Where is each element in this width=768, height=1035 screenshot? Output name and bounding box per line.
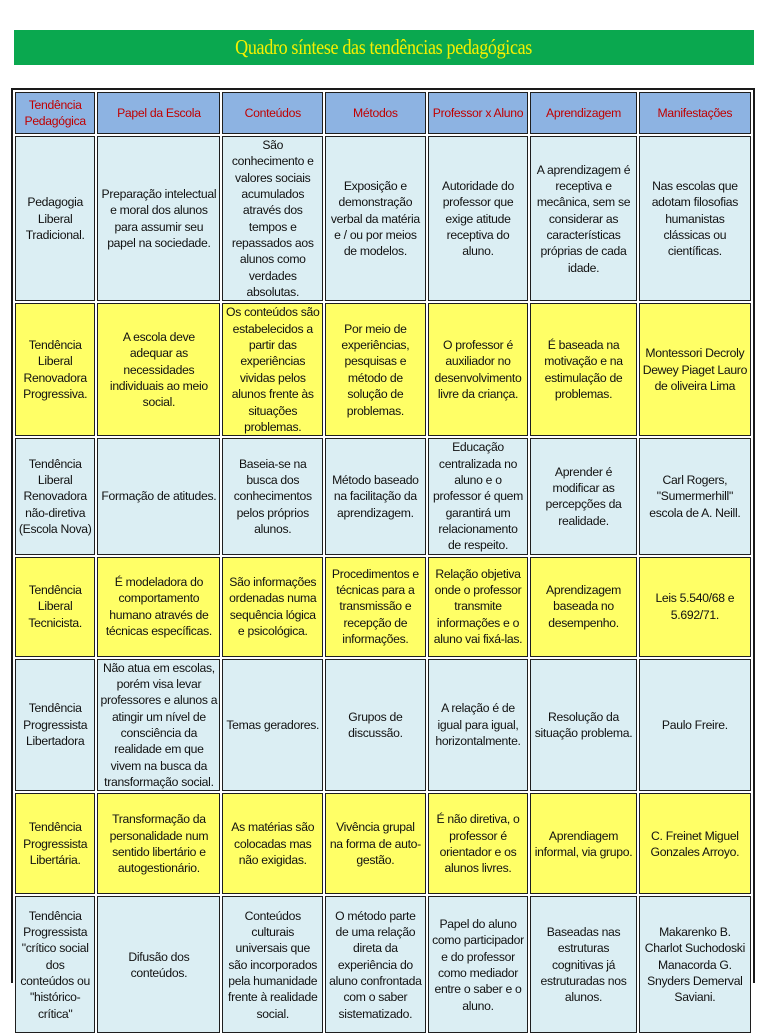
cell-professor-aluno: Educação centralizada no aluno e o professor é quem garantirá um relacionamento de respeito.	[428, 438, 529, 554]
cell-conteudos: Baseia-se na busca dos conhecimentos pelos próprios alunos.	[222, 438, 323, 554]
table-frame	[11, 88, 755, 1021]
cell-papel-escola: Preparação intelectual e moral dos alunos para assumir seu papel na sociedade.	[97, 136, 220, 301]
cell-papel-escola: Não atua em escolas, porém visa levar professores e alunos a atingir um nível de consciência da realidade em que vivem na busca da transformação social.	[97, 659, 220, 792]
table-row	[15, 793, 751, 894]
cell-manifestacoes: Leis 5.540/68 e 5.692/71.	[639, 557, 751, 657]
cell-papel-escola: Formação de atitudes.	[97, 438, 220, 554]
cell-aprendizagem: A aprendizagem é receptiva e mecânica, sem se considerar as características próprias de cada idade.	[530, 136, 636, 301]
cell-aprendizagem: Aprendiagem informal, via grupo.	[530, 793, 636, 894]
table-row	[15, 896, 751, 1033]
cell-manifestacoes: Carl Rogers, "Sumermerhill" escola de A. Neill.	[639, 438, 751, 554]
cell-aprendizagem: Aprendizagem baseada no desempenho.	[530, 557, 636, 657]
cell-conteudos: Conteúdos culturais universais que são incorporados pela humanidade frente à realidade social.	[222, 896, 323, 1033]
cell-conteudos: São conhecimento e valores sociais acumulados através dos tempos e repassados aos alunos como verdades absolutas.	[222, 136, 323, 301]
header-conteudos: Conteúdos	[222, 92, 323, 134]
synthesis-table	[13, 90, 753, 1035]
cell-metodos: Grupos de discussão.	[325, 659, 426, 792]
cell-professor-aluno: Autoridade do professor que exige atitude receptiva do aluno.	[428, 136, 529, 301]
cell-tendencia: Tendência Liberal Renovadora Progressiva.	[15, 303, 95, 436]
table-row	[15, 438, 751, 554]
cell-manifestacoes: Paulo Freire.	[639, 659, 751, 792]
cell-papel-escola: Transformação da personalidade num sentido libertário e autogestionário.	[97, 793, 220, 894]
cell-aprendizagem: Baseadas nas estruturas cognitivas já estruturadas nos alunos.	[530, 896, 636, 1033]
cell-tendencia: Tendência Progressista Libertadora	[15, 659, 95, 792]
page-title: Quadro síntese das tendências pedagógicas	[235, 35, 533, 59]
cell-tendencia: Tendência Liberal Tecnicista.	[15, 557, 95, 657]
cell-professor-aluno: A relação é de igual para igual, horizontalmente.	[428, 659, 529, 792]
cell-papel-escola: Difusão dos conteúdos.	[97, 896, 220, 1033]
header-manifestacoes: Manifestações	[639, 92, 751, 134]
table-row	[15, 659, 751, 792]
cell-metodos: Procedimentos e técnicas para a transmissão e recepção de informações.	[325, 557, 426, 657]
cell-conteudos: Os conteúdos são estabelecidos a partir das experiências vividas pelos alunos frente às situações problemas.	[222, 303, 323, 436]
header-metodos: Métodos	[325, 92, 426, 134]
cell-professor-aluno: O professor é auxiliador no desenvolvimento livre da criança.	[428, 303, 529, 436]
cell-tendencia: Tendência Liberal Renovadora não-diretiva (Escola Nova)	[15, 438, 95, 554]
table-row	[15, 136, 751, 301]
cell-aprendizagem: Aprender é modificar as percepções da realidade.	[530, 438, 636, 554]
header-professor-aluno: Professor x Aluno	[428, 92, 529, 134]
header-aprendizagem: Aprendizagem	[530, 92, 636, 134]
cell-professor-aluno: Relação objetiva onde o professor transmite informações e o aluno vai fixá-las.	[428, 557, 529, 657]
cell-professor-aluno: É não diretiva, o professor é orientador e os alunos livres.	[428, 793, 529, 894]
cell-tendencia: Tendência Progressista Libertária.	[15, 793, 95, 894]
cell-manifestacoes: C. Freinet Miguel Gonzales Arroyo.	[639, 793, 751, 894]
cell-metodos: O método parte de uma relação direta da experiência do aluno confrontada com o saber sistematizado.	[325, 896, 426, 1033]
header-tendencia: Tendência Pedagógica	[15, 92, 95, 134]
cell-manifestacoes: Nas escolas que adotam filosofias humanistas clássicas ou científicas.	[639, 136, 751, 301]
cell-conteudos: Temas geradores.	[222, 659, 323, 792]
cell-tendencia: Tendência Progressista "crítico social dos conteúdos ou "histórico-crítica"	[15, 896, 95, 1033]
cell-aprendizagem: Resolução da situação problema.	[530, 659, 636, 792]
cell-aprendizagem: É baseada na motivação e na estimulação de problemas.	[530, 303, 636, 436]
cell-metodos: Método baseado na facilitação da aprendizagem.	[325, 438, 426, 554]
header-row	[15, 92, 751, 134]
title-bar	[14, 30, 754, 65]
cell-metodos: Exposição e demonstração verbal da matéria e / ou por meios de modelos.	[325, 136, 426, 301]
cell-conteudos: São informações ordenadas numa sequência lógica e psicológica.	[222, 557, 323, 657]
cell-metodos: Por meio de experiências, pesquisas e método de solução de problemas.	[325, 303, 426, 436]
cell-papel-escola: É modeladora do comportamento humano através de técnicas específicas.	[97, 557, 220, 657]
cell-professor-aluno: Papel do aluno como participador e do professor como mediador entre o saber e o aluno.	[428, 896, 529, 1033]
cell-metodos: Vivência grupal na forma de auto-gestão.	[325, 793, 426, 894]
cell-tendencia: Pedagogia Liberal Tradicional.	[15, 136, 95, 301]
table-row	[15, 557, 751, 657]
cell-conteudos: As matérias são colocadas mas não exigidas.	[222, 793, 323, 894]
cell-papel-escola: A escola deve adequar as necessidades individuais ao meio social.	[97, 303, 220, 436]
table-row	[15, 303, 751, 436]
header-papel-escola: Papel da Escola	[97, 92, 220, 134]
cell-manifestacoes: Montessori Decroly Dewey Piaget Lauro de oliveira Lima	[639, 303, 751, 436]
cell-manifestacoes: Makarenko B. Charlot Suchodoski Manacorda G. Snyders Demerval Saviani.	[639, 896, 751, 1033]
